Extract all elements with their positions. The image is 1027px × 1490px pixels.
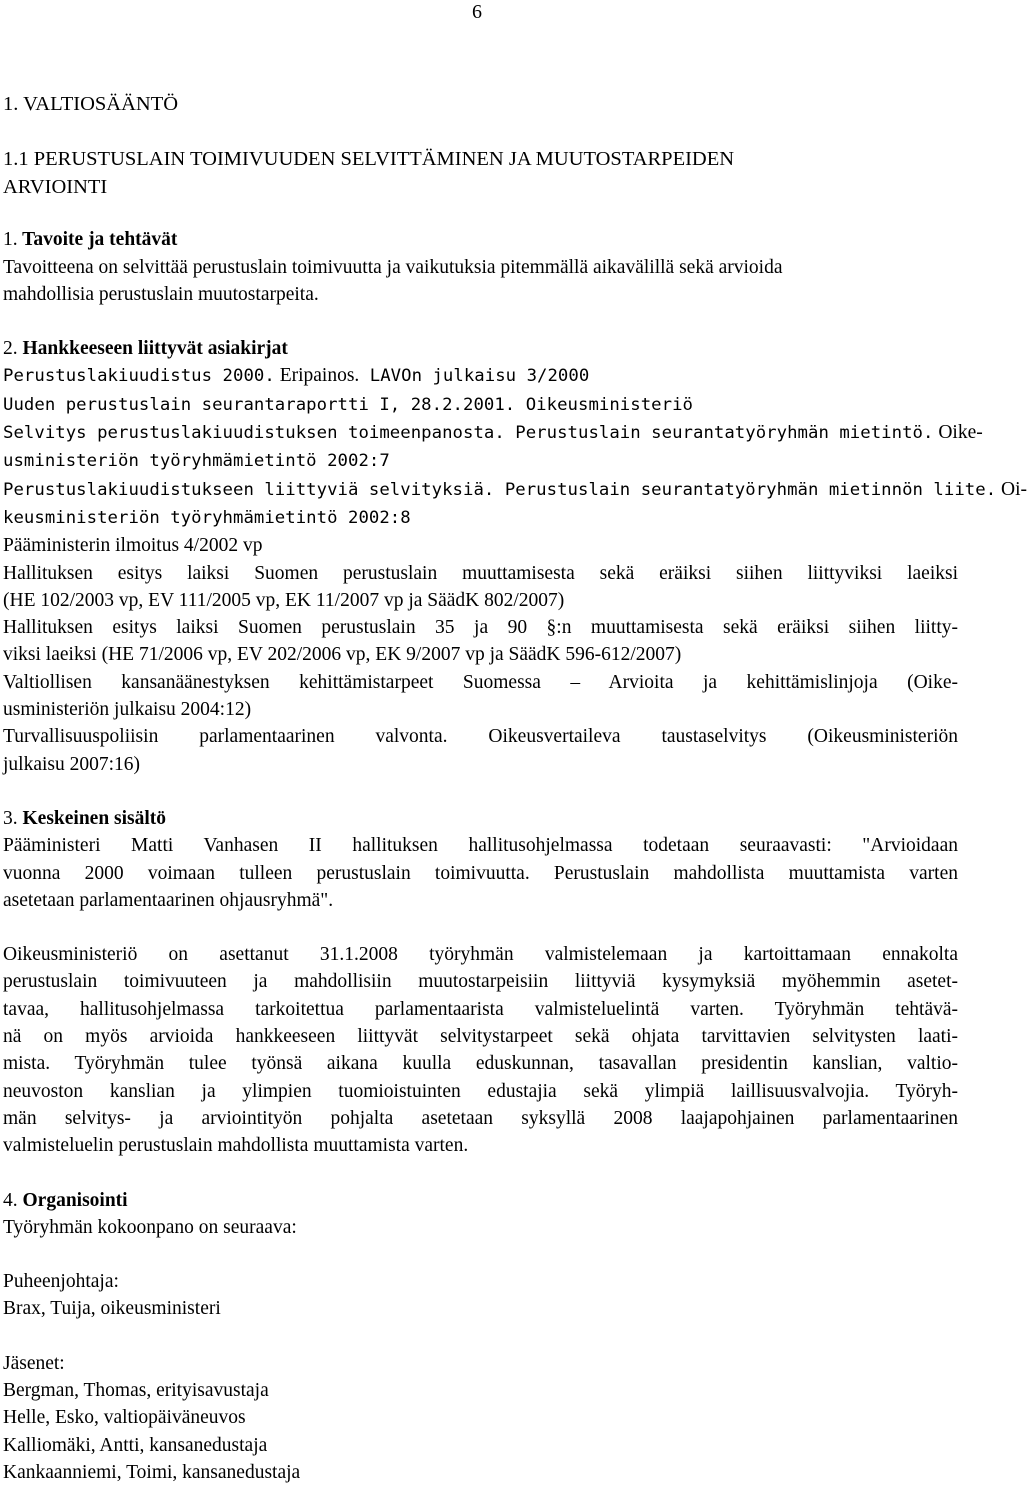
section-number: 3. [3, 807, 18, 829]
paragraph-line: Oikeusministeriö on asettanut 31.1.2008 työryhmän valmistelemaan ja kartoittamaan ennakolta [3, 944, 958, 966]
paragraph-line: valmisteluelin perustuslain mahdollista muuttamista varten. [3, 1135, 469, 1157]
section-documents [3, 335, 1027, 778]
document-reference-line: (HE 102/2003 vp, EV 111/2005 vp, EK 11/2007 vp ja SäädK 802/2007) [3, 589, 565, 611]
document-reference-line: Hallituksen esitys laiksi Suomen perustuslain muuttamisesta sekä eräiksi siihen liittyviksi laeiksi [3, 562, 958, 584]
section-title-text: Organisointi [22, 1189, 128, 1211]
section-title-text: Hankkeeseen liittyvät asiakirjat [22, 338, 288, 360]
subchapter-heading-line: ARVIOINTI [3, 176, 108, 199]
member-item: Bergman, Thomas, erityisavustaja [3, 1379, 269, 1401]
section-number: 4. [3, 1189, 18, 1211]
paragraph-line: män selvitys- ja arviointityön pohjalta asetetaan syksyllä 2008 laajapohjainen parlamentaarinen [3, 1107, 958, 1129]
document-reference-line: Selvitys perustuslakiuudistuksen toimeenpanosta. Perustuslain seurantatyöryhmän mietintö. Oike- [3, 422, 983, 444]
paragraph-line: perustuslain toimivuuteen ja mahdollisiin muutostarpeisiin liittyviä kysymyksiä myöhemmin asetet- [3, 971, 958, 993]
page-number: 6 [472, 1, 482, 23]
document-reference-line: usministeriön työryhmämietintö 2002:7 [3, 451, 390, 472]
document-body [3, 91, 1027, 1486]
paragraph-line: vuonna 2000 voimaan tulleen perustuslain toimivuutta. Perustuslain mahdollista muuttamista varten [3, 862, 958, 884]
document-reference-line: Turvallisuuspoliisin parlamentaarinen valvonta. Oikeusvertaileva taustaselvitys (Oikeusministeriön [3, 726, 958, 748]
section-title [3, 226, 958, 253]
section-content [3, 805, 958, 1160]
paragraph-line: Työryhmän kokoonpano on seuraava: [3, 1216, 297, 1238]
paragraph-line: mista. Työryhmän tulee työnsä aikana kuulla eduskunnan, tasavallan presidentin kanslian, valtio- [3, 1053, 958, 1075]
chapter-heading: 1. VALTIOSÄÄNTÖ [3, 93, 179, 115]
document-reference-line: Perustuslakiuudistukseen liittyviä selvityksiä. Perustuslain seurantatyöryhmän mietinnön liite. Oi- [3, 478, 1027, 500]
document-reference-line: julkaisu 2007:16) [3, 753, 141, 775]
subchapter-heading-line: 1.1 PERUSTUSLAIN TOIMIVUUDEN SELVITTÄMINEN JA MUUTOSTARPEIDEN [3, 148, 735, 171]
document-reference-line: keusministeriön työryhmämietintö 2002:8 [3, 507, 411, 528]
section-goal [3, 226, 958, 308]
paragraph-line: mahdollisia perustuslain muutostarpeita. [3, 283, 319, 305]
member-item: Helle, Esko, valtiopäiväneuvos [3, 1407, 246, 1429]
section-title [3, 335, 958, 362]
section-title-text: Tavoite ja tehtävät [22, 229, 178, 251]
chair-name: Brax, Tuija, oikeusministeri [3, 1298, 221, 1320]
document-reference-line: Perustuslakiuudistus 2000. Eripainos. LAVOn julkaisu 3/2000 [3, 365, 590, 387]
chair-label: Puheenjohtaja: [3, 1271, 119, 1293]
document-reference-line: viksi laeiksi (HE 71/2006 vp, EV 202/2006 vp, EK 9/2007 vp ja SäädK 596-612/2007) [3, 644, 682, 666]
members-label: Jäsenet: [3, 1352, 65, 1374]
paragraph-line: neuvoston kanslian ja ylimpien tuomioistuinten edustajia sekä ylimpiä laillisuusvalvojia. Työryh- [3, 1080, 958, 1102]
member-item: Kankaanniemi, Toimi, kansanedustaja [3, 1461, 301, 1483]
document-reference-line: Uuden perustuslain seurantaraportti I, 28.2.2001. Oikeusministeriö [3, 394, 693, 415]
subchapter-heading [3, 145, 958, 201]
paragraph [3, 941, 958, 1159]
section-number: 2. [3, 338, 18, 360]
document-reference-line: Pääministerin ilmoitus 4/2002 vp [3, 535, 263, 557]
section-title [3, 1187, 958, 1214]
paragraph-line: Pääministeri Matti Vanhasen II hallituksen hallitusohjelmassa todetaan seuraavasti: "Arvioidaan [3, 835, 958, 857]
section-title [3, 805, 958, 832]
section-title-text: Keskeinen sisältö [22, 807, 167, 829]
paragraph-line: nä on myös arvioida hankkeeseen liittyvät selvitystarpeet sekä ohjata tarvittavien selvitysten laati- [3, 1026, 958, 1048]
paragraph [3, 832, 958, 914]
document-reference-line: Hallituksen esitys laiksi Suomen perustuslain 35 ja 90 §:n muuttamisesta sekä eräiksi siihen liitty- [3, 617, 958, 639]
document-reference-line: Valtiollisen kansanäänestyksen kehittämistarpeet Suomessa – Arvioita ja kehittämislinjoja (Oike- [3, 671, 958, 693]
paragraph-line: Tavoitteena on selvittää perustuslain toimivuutta ja vaikutuksia pitemmällä aikavälillä sekä arvioida [3, 256, 783, 278]
section-number: 1. [3, 229, 18, 251]
document-reference-line: usministeriön julkaisu 2004:12) [3, 699, 252, 721]
member-item: Kalliomäki, Antti, kansanedustaja [3, 1434, 268, 1456]
paragraph-line: tavaa, hallitusohjelmassa tarkoitettua parlamentaarista valmisteluelintä varten. Työryhmän tehtävä- [3, 998, 958, 1020]
paragraph-line: asetetaan parlamentaarinen ohjausryhmä". [3, 889, 334, 911]
section-organisation [3, 1187, 958, 1487]
